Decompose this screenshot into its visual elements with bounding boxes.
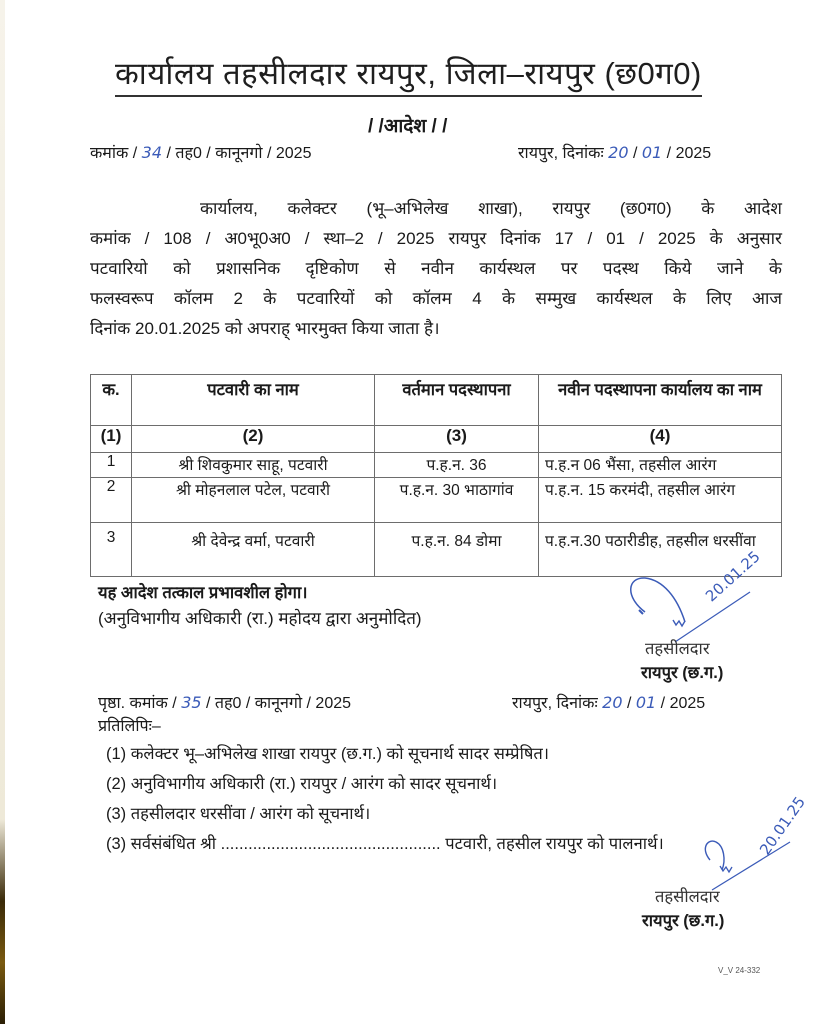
header-serial: क. xyxy=(91,375,132,426)
signature-designation: तहसीलदार xyxy=(655,888,720,906)
endorsement-date-month-handwritten: 01 xyxy=(635,693,657,712)
row-serial: 1 xyxy=(91,453,132,478)
copy-label: प्रतिलिपिः– xyxy=(98,718,161,735)
paragraph-line: पटवारियो को प्रशासनिक दृष्टिकोण से नवीन कार्यस्थल पर पदस्थ किये जाने के xyxy=(90,259,782,278)
row-current-posting: प.ह.न. 84 डोमा xyxy=(375,523,539,577)
column-number-row xyxy=(91,426,782,453)
header-new-posting: नवीन पदस्थापना कार्यालय का नाम xyxy=(539,375,782,426)
order-reference xyxy=(90,141,311,163)
column-number: (1) xyxy=(91,426,132,453)
table-row xyxy=(91,453,782,478)
column-number: (4) xyxy=(539,426,782,453)
header-current-posting: वर्तमान पदस्थापना xyxy=(375,375,539,426)
endorsement-ref-prefix: पृष्ठा. कमांक / xyxy=(98,695,177,712)
endorsement-date-separator: / xyxy=(626,695,632,712)
column-number: (2) xyxy=(132,426,375,453)
date-year: / 2025 xyxy=(666,145,712,162)
order-paragraph xyxy=(90,194,782,344)
row-name: श्री शिवकुमार साहू, पटवारी xyxy=(132,453,375,478)
order-date xyxy=(518,141,711,163)
row-serial: 3 xyxy=(91,523,132,577)
ref-suffix: / तह0 / कानूनगो / 2025 xyxy=(166,145,312,162)
approval-note: (अनुविभागीय अधिकारी (रा.) महोदय द्वारा अनुमोदित) xyxy=(98,609,422,628)
ref-prefix: कमांक / xyxy=(90,145,138,162)
paragraph-line: फलस्वरूप कॉलम 2 के पटवारियों को कॉलम 4 के सम्मुख कार्यस्थल के लिए आज xyxy=(90,289,782,308)
copy-item: (3) तहसीलदार धरसींवा / आरंग को सूचनार्थ। xyxy=(106,805,371,823)
endorsement-reference xyxy=(98,691,351,713)
signature-designation: तहसीलदार xyxy=(645,640,710,658)
date-day-handwritten: 20 xyxy=(608,143,629,162)
endorsement-ref-number-handwritten: 35 xyxy=(181,693,202,712)
row-current-posting: प.ह.न. 30 भाठागांव xyxy=(375,478,539,523)
endorsement-date-year: / 2025 xyxy=(660,695,706,712)
row-new-posting: प.ह.न.30 पठारीडीह, तहसील धरसींवा xyxy=(539,523,782,577)
order-heading: / /आदेश / / xyxy=(368,116,448,137)
copy-item: (2) अनुविभागीय अधिकारी (रा.) रायपुर / आरंग को सादर सूचनार्थ। xyxy=(106,775,498,793)
copy-item: (3) सर्वसंबंधित श्री ................................................ पटवारी, तहसील रायपुर को पालनार्थ। xyxy=(106,835,664,853)
paragraph-line: दिनांक 20.01.2025 को अपराह् भारमुक्त किया जाता है। xyxy=(90,319,440,338)
row-name: श्री देवेन्द्र वर्मा, पटवारी xyxy=(132,523,375,577)
signature-place: रायपुर (छ.ग.) xyxy=(642,912,725,930)
date-month-handwritten: 01 xyxy=(641,143,663,162)
transfer-table xyxy=(90,374,782,577)
date-separator: / xyxy=(632,145,638,162)
photo-edge-strip xyxy=(0,0,5,1024)
endorsement-ref-suffix: / तह0 / कानूनगो / 2025 xyxy=(206,695,352,712)
row-new-posting: प.ह.न. 15 करमंदी, तहसील आरंग xyxy=(539,478,782,523)
table-header-row xyxy=(91,375,782,426)
footer-code: V_V 24-332 xyxy=(718,966,761,975)
office-title: कार्यालय तहसीलदार रायपुर, जिला–रायपुर (छ0ग0) xyxy=(115,52,702,97)
paragraph-line: कार्यालय, कलेक्टर (भू–अभिलेख शाखा), रायपुर (छ0ग0) के आदेश xyxy=(200,199,782,218)
row-name: श्री मोहनलाल पटेल, पटवारी xyxy=(132,478,375,523)
column-number: (3) xyxy=(375,426,539,453)
endorsement-place-date-label: रायपुर, दिनांकः xyxy=(512,695,598,712)
signature-date-handwritten: 20.01.25 xyxy=(756,793,810,859)
ref-number-handwritten: 34 xyxy=(141,143,162,162)
signature-place: रायपुर (छ.ग.) xyxy=(641,664,724,682)
endorsement-date-day-handwritten: 20 xyxy=(602,693,623,712)
effect-note: यह आदेश तत्काल प्रभावशील होगा। xyxy=(98,584,308,602)
row-serial: 2 xyxy=(91,478,132,523)
row-current-posting: प.ह.न. 36 xyxy=(375,453,539,478)
endorsement-date xyxy=(512,691,705,713)
place-date-label: रायपुर, दिनांकः xyxy=(518,145,604,162)
paragraph-line: कमांक / 108 / अ0भू0अ0 / स्था–2 / 2025 रायपुर दिनांक 17 / 01 / 2025 के अनुसार xyxy=(90,229,782,248)
copy-item: (1) कलेक्टर भू–अभिलेख शाखा रायपुर (छ.ग.) को सूचनार्थ सादर सम्प्रेषित। xyxy=(106,745,550,763)
table-row xyxy=(91,523,782,577)
signature-date-handwritten: 20.01.25 xyxy=(702,547,764,606)
table-row xyxy=(91,478,782,523)
header-patwari-name: पटवारी का नाम xyxy=(132,375,375,426)
row-new-posting: प.ह.न 06 भैंसा, तहसील आरंग xyxy=(539,453,782,478)
